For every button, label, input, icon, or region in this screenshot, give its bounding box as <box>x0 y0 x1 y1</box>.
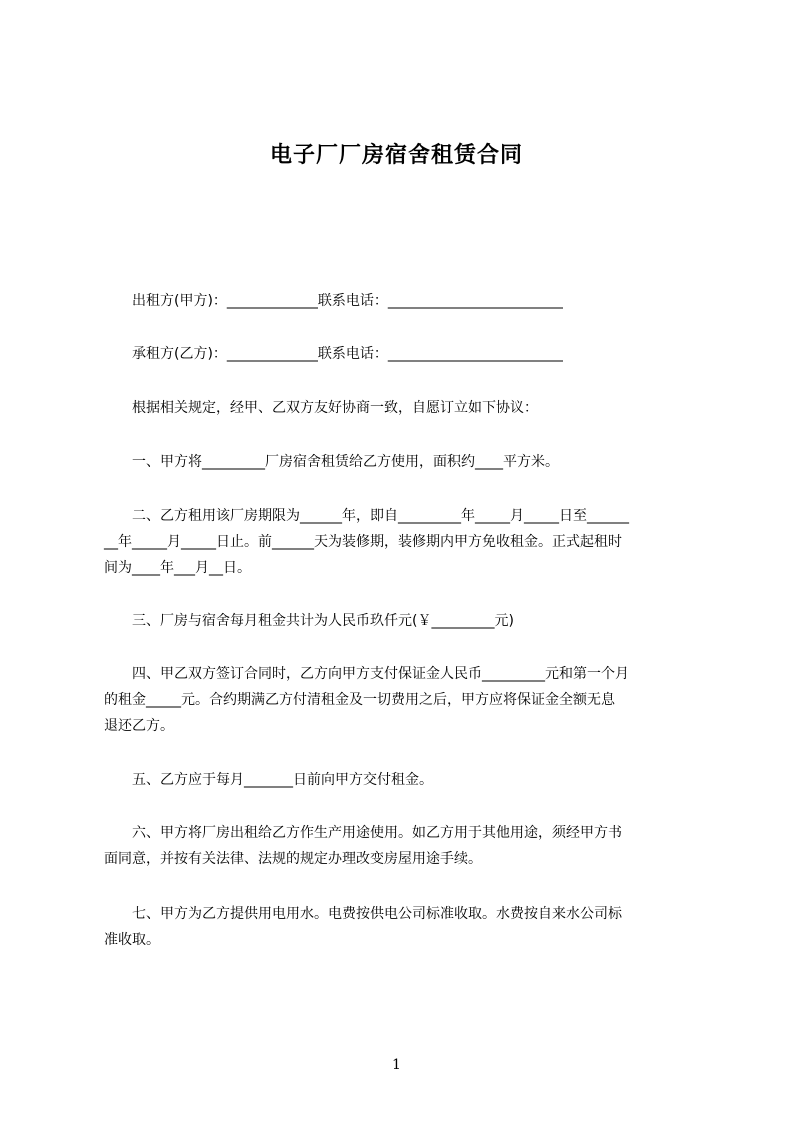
clause-lessor-line: 出租方(甲方)：_____________联系电话：_________________________ <box>104 293 563 309</box>
clause-4-line-3: 退还乙方。 <box>104 718 174 734</box>
clause-5-line: 五、乙方应于每月_______日前向甲方交付租金。 <box>104 772 433 788</box>
clause-2-line-1: 二、乙方租用该厂房期限为______年，即自_________年_____月_____日至______ <box>104 508 629 524</box>
clause-2-line-2: __年_____月_____日止。前______天为装修期，装修期内甲方免收租金。正式起租时 <box>104 534 622 550</box>
clause-6-line-1: 六、甲方将厂房出租给乙方作生产用途使用。如乙方用于其他用途，须经甲方书 <box>104 825 622 841</box>
clause-preamble-line: 根据相关规定，经甲、乙双方友好协商一致，自愿订立如下协议： <box>104 400 538 416</box>
page-title: 电子厂厂房宿舍租赁合同 <box>269 143 523 168</box>
clause-6-line-2: 面同意，并按有关法律、法规的规定办理改变房屋用途手续。 <box>104 851 482 867</box>
clause-3-line: 三、厂房与宿舍每月租金共计为人民币玖仟元(￥_________元) <box>104 613 514 629</box>
clause-7-line-1: 七、甲方为乙方提供用电用水。电费按供电公司标准收取。水费按自来水公司标 <box>104 906 622 922</box>
clause-lessee-line: 承租方(乙方)：_____________联系电话：_________________________ <box>104 346 563 362</box>
clause-7-line-2: 准收取。 <box>104 932 160 948</box>
clause-4-line-1: 四、甲乙双方签订合同时，乙方向甲方支付保证金人民币_________元和第一个月 <box>104 666 629 682</box>
clause-2-line-3: 间为____年___月__日。 <box>104 560 251 576</box>
clause-1-line: 一、甲方将_________厂房宿舍租赁给乙方使用，面积约____平方米。 <box>104 454 559 470</box>
page-number: 1 <box>392 1057 401 1073</box>
clause-4-line-2: 的租金_____元。合约期满乙方付清租金及一切费用之后，甲方应将保证金全额无息 <box>104 692 615 708</box>
